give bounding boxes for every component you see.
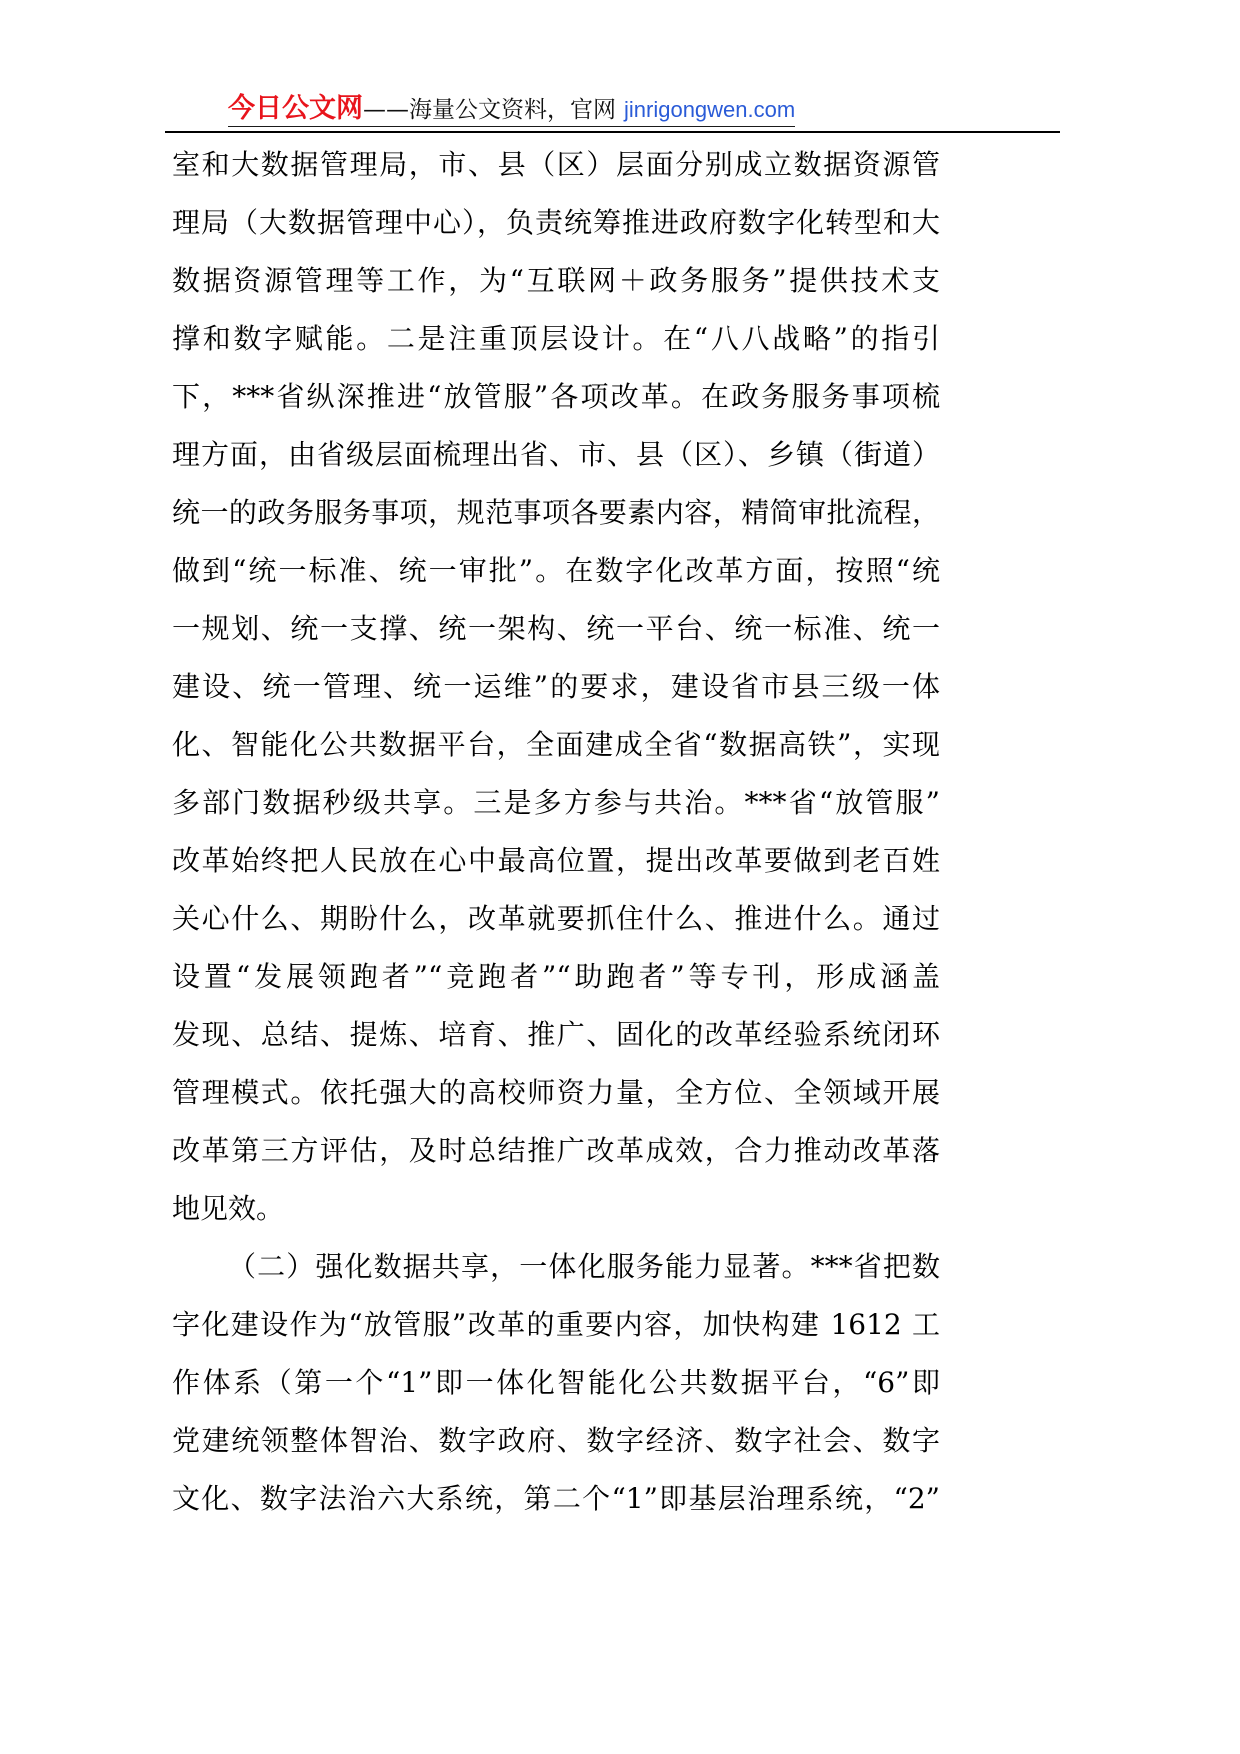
body-line: 设置“发展领跑者”“竞跑者”“助跑者”等专刊，形成涵盖 bbox=[172, 960, 940, 993]
body-line: 字化建设作为“放管服”改革的重要内容，加快构建 1612 工 bbox=[172, 1308, 940, 1341]
body-line: 改革始终把人民放在心中最高位置，提出改革要做到老百姓 bbox=[172, 844, 940, 877]
document-body bbox=[172, 136, 940, 1528]
body-line: 撑和数字赋能。二是注重顶层设计。在“八八战略”的指引 bbox=[172, 322, 940, 355]
body-line: 多部门数据秒级共享。三是多方参与共治。***省“放管服” bbox=[172, 786, 940, 819]
body-line: 建设、统一管理、统一运维”的要求，建设省市县三级一体 bbox=[172, 670, 940, 703]
body-line: 理方面，由省级层面梳理出省、市、县（区）、乡镇（街道） bbox=[172, 438, 940, 471]
paragraph bbox=[172, 136, 940, 1238]
body-line: 数据资源管理等工作，为“互联网＋政务服务”提供技术支 bbox=[172, 264, 940, 297]
body-line: 化、智能化公共数据平台，全面建成全省“数据高铁”，实现 bbox=[172, 728, 940, 761]
body-line: 关心什么、期盼什么，改革就要抓住什么、推进什么。通过 bbox=[172, 902, 940, 935]
body-line: 作体系（第一个“1”即一体化智能化公共数据平台，“6”即 bbox=[172, 1366, 940, 1399]
body-line: 党建统领整体智治、数字政府、数字经济、数字社会、数字 bbox=[172, 1424, 940, 1457]
body-line: （二）强化数据共享，一体化服务能力显著。***省把数 bbox=[228, 1250, 940, 1283]
site-tagline: ——海量公文资料，官网 bbox=[363, 97, 616, 123]
page-header bbox=[228, 92, 795, 127]
body-line: 下，***省纵深推进“放管服”各项改革。在政务服务事项梳 bbox=[172, 380, 940, 413]
body-line: 地见效。 bbox=[172, 1192, 285, 1225]
body-line: 发现、总结、提炼、培育、推广、固化的改革经验系统闭环 bbox=[172, 1018, 940, 1051]
body-line: 一规划、统一支撑、统一架构、统一平台、统一标准、统一 bbox=[172, 612, 940, 645]
paragraph bbox=[172, 1238, 940, 1528]
body-line: 做到“统一标准、统一审批”。在数字化改革方面，按照“统 bbox=[172, 554, 940, 587]
body-line: 管理模式。依托强大的高校师资力量，全方位、全领域开展 bbox=[172, 1076, 940, 1109]
body-line: 改革第三方评估，及时总结推广改革成效，合力推动改革落 bbox=[172, 1134, 940, 1167]
site-name: 今日公文网 bbox=[228, 93, 363, 124]
header-divider bbox=[165, 131, 1060, 133]
body-line: 室和大数据管理局，市、县（区）层面分别成立数据资源管 bbox=[172, 148, 940, 181]
site-url-link[interactable]: jinrigongwen.com bbox=[624, 97, 796, 122]
body-line: 统一的政务服务事项，规范事项各要素内容，精简审批流程， bbox=[172, 496, 940, 529]
body-line: 理局（大数据管理中心），负责统筹推进政府数字化转型和大 bbox=[172, 206, 940, 239]
body-line: 文化、数字法治六大系统，第二个“1”即基层治理系统，“2” bbox=[172, 1482, 940, 1515]
